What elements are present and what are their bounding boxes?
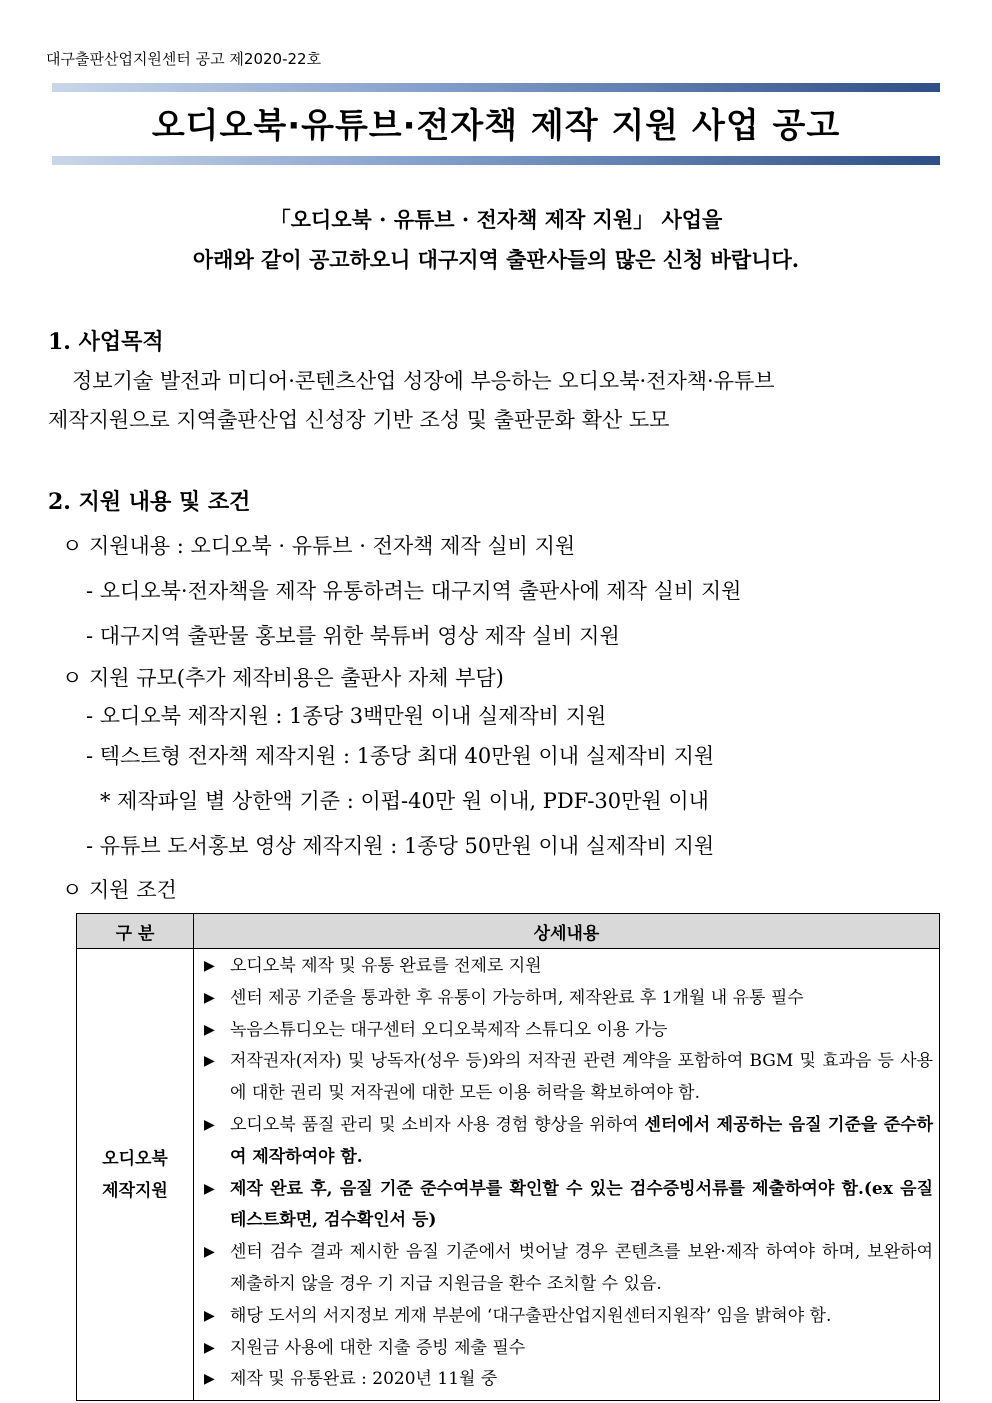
list-item: ▶ 녹음스튜디오는 대구센터 오디오북제작 스튜디오 이용 가능: [204, 1015, 933, 1047]
intro-line-2: 아래와 같이 공고하오니 대구지역 출판사들의 많은 신청 바랍니다.: [192, 247, 800, 272]
arrow-icon: ▶: [204, 1021, 215, 1038]
arrow-icon: ▶: [204, 1180, 215, 1197]
header-category: 구 분: [77, 914, 194, 949]
category-label: 제작지원: [102, 1180, 168, 1201]
support-scale-detail: - 텍스트형 전자책 제작지원 : 1종당 최대 40만원 이내 실제작비 지원: [86, 744, 715, 768]
support-scale-detail: - 유튜브 도서홍보 영상 제작지원 : 1종당 50만원 이내 실제작비 지원: [86, 834, 715, 858]
arrow-icon: ▶: [204, 989, 215, 1006]
section1-line-1: 정보기술 발전과 미디어·콘텐츠산업 성장에 부응하는 오디오북·전자책·유튜브: [72, 369, 775, 393]
header-detail: 상세내용: [194, 914, 940, 949]
title-bottom-bar: [52, 156, 940, 165]
arrow-icon: ▶: [204, 958, 215, 974]
category-cell: [77, 949, 194, 1401]
support-scale-item: ㅇ 지원 규모(추가 제작비용은 출판사 자체 부담): [62, 666, 504, 690]
section1-line-2: 제작지원으로 지역출판산업 신성장 기반 조성 및 출판문화 확산 도모: [48, 408, 670, 432]
table-row: [77, 949, 940, 1401]
list-item: ▶ 오디오북 제작 및 유통 완료를 전제로 지원: [204, 951, 933, 983]
support-content-item: ㅇ 지원내용 : 오디오북 · 유튜브 · 전자책 제작 실비 지원: [62, 534, 576, 558]
arrow-icon: ▶: [204, 1053, 215, 1070]
category-label: 오디오북: [102, 1148, 168, 1169]
support-content-detail: - 대구지역 출판물 홍보를 위한 북튜버 영상 제작 실비 지원: [86, 624, 620, 648]
list-item: ▶ 제작 완료 후, 음질 기준 준수여부를 확인할 수 있는 검수증빙서류를 제출하여야 함.(ex 음질테스트화면, 검수확인서 등): [204, 1174, 933, 1238]
table-header-row: [77, 914, 940, 949]
arrow-icon: ▶: [204, 1371, 215, 1388]
list-item: ▶ 지원금 사용에 대한 지출 증빙 제출 필수: [204, 1333, 933, 1365]
list-item: ▶ 제작 및 유통완료 : 2020년 11월 중: [204, 1364, 933, 1396]
support-scale-note: * 제작파일 별 상한액 기준 : 이펍-40만 원 이내, PDF-30만원 이내: [100, 789, 709, 813]
support-condition-item: ㅇ 지원 조건: [62, 878, 177, 902]
detail-cell: [194, 949, 940, 1401]
support-condition-table: [76, 913, 940, 1401]
list-item: ▶ 저작권자(저자) 및 낭독자(성우 등)와의 저작권 관련 계약을 포함하여 BGM 및 효과음 등 사용에 대한 권리 및 저작권에 대한 모든 이용 허락을 확보하여야 함.: [204, 1046, 933, 1110]
page-title: 오디오북·유튜브·전자책 제작 지원 사업 공고: [151, 106, 841, 146]
support-scale-detail: - 오디오북 제작지원 : 1종당 3백만원 이내 실제작비 지원: [86, 704, 607, 728]
arrow-icon: ▶: [204, 1307, 215, 1324]
list-item: ▶ 오디오북 품질 관리 및 소비자 사용 경험 향상을 위하여 센터에서 제공하는 음질 기준을 준수하여 제작하여야 함.: [204, 1110, 933, 1174]
arrow-icon: ▶: [204, 1339, 215, 1356]
intro-line-1: 「오디오북 · 유튜브 · 전자책 제작 지원」 사업을: [269, 207, 723, 232]
notice-number: 대구출판산업지원센터 공고 제2020-22호: [46, 50, 322, 68]
support-content-detail: - 오디오북·전자책을 제작 유통하려는 대구지역 출판사에 제작 실비 지원: [86, 579, 742, 603]
section1-heading: 1. 사업목적: [48, 329, 164, 355]
title-top-bar: [52, 83, 940, 92]
list-item: ▶ 해당 도서의 서지정보 게재 부분에 ‘대구출판산업지원센터지원작’ 임을 밝혀야 함.: [204, 1301, 933, 1333]
list-item: ▶ 센터 검수 결과 제시한 음질 기준에서 벗어날 경우 콘텐츠를 보완·제작 하여야 하며, 보완하여 제출하지 않을 경우 기 지급 지원금을 환수 조치할 수 있음.: [204, 1237, 933, 1301]
arrow-icon: ▶: [204, 1244, 215, 1261]
arrow-icon: ▶: [204, 1116, 215, 1133]
list-item: ▶ 센터 제공 기준을 통과한 후 유통이 가능하며, 제작완료 후 1개월 내 유통 필수: [204, 983, 933, 1015]
section2-heading: 2. 지원 내용 및 조건: [48, 489, 251, 515]
